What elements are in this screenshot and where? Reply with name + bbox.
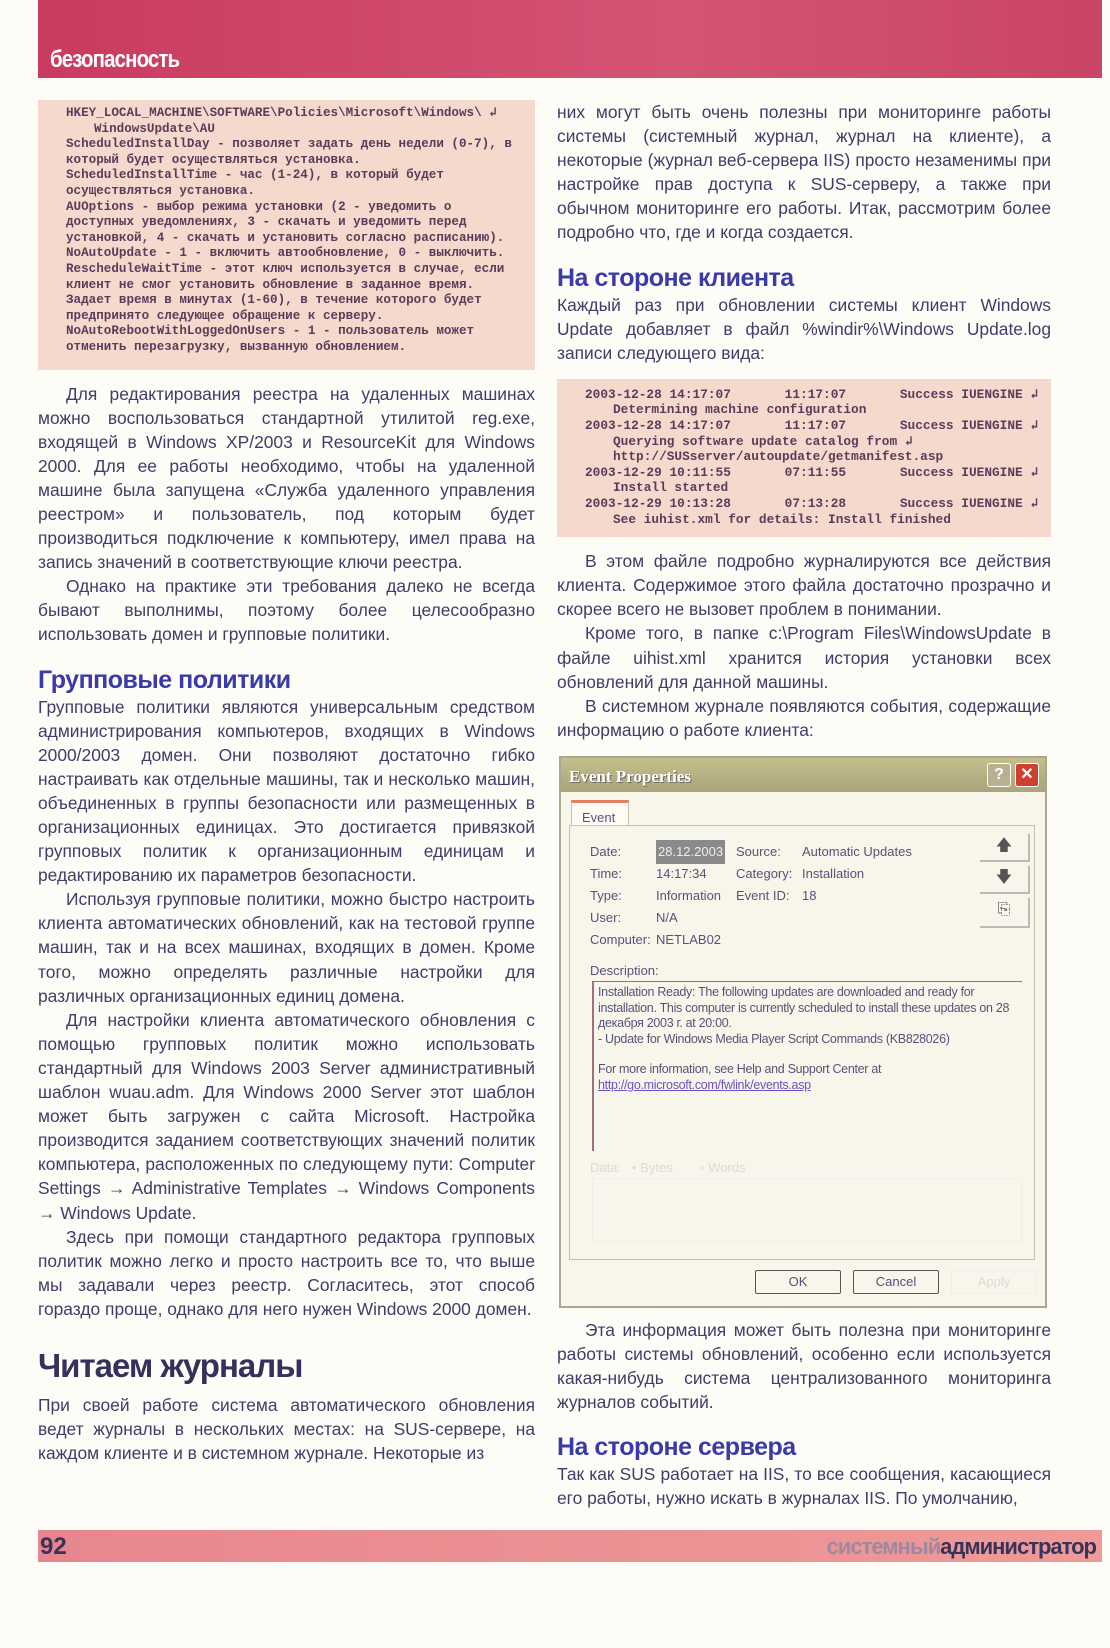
paragraph: Для настройки клиента автоматического обновления с помощью групповых политик можно использовать стандартный для Windows 2003 Server административный шаблон wuau.adm. Для Windows 2000 Server этот шаблон может быть загружен с сайта Microsoft. Настройка производится заданием соответствующих значений политик компьютера, расположенных по следующему пути: Computer Settings → Administrative Templates → Windows Components → Windows Update. (38, 1009, 535, 1223)
arrow-down-icon: 🡇 (995, 868, 1013, 886)
copy-icon: ⎘ (997, 900, 1011, 918)
paragraph: Используя групповые политики, можно быстро настроить клиента автоматических обновлений, как на тестовой группе машин, так и на всех машинах, входящих в домен. Кроме того, можно определять различные настройки для различных организационных единиц домена. (38, 889, 535, 1006)
log-line: 2003-12-29 10:13:28 07:13:28 Success IUENGINE ↲ (585, 496, 1039, 511)
words-label: Words (708, 1159, 746, 1175)
bytes-label: Bytes (640, 1159, 673, 1175)
right-column (557, 100, 1051, 1511)
next-event-button[interactable] (980, 866, 1030, 894)
code-line: HKEY_LOCAL_MACHINE\SOFTWARE\Policies\Microsoft\Windows\ ↲ (66, 106, 497, 120)
copy-button[interactable] (980, 898, 1030, 928)
description-textbox[interactable] (592, 981, 1022, 1151)
heading-group-policies: Групповые политики (38, 665, 291, 694)
log-line: 2003-12-29 10:11:55 07:11:55 Success IUENGINE ↲ (585, 464, 1039, 480)
paragraph: Для редактирования реестра на удаленных машинах можно воспользоваться стандартной утилитой reg.exe, входящей в Windows XP/2003 и ResourceKit для Windows 2000. Для ее работы необходимо, чтобы на удаленной машине была запущена «Служба удаленного управления реестром» и пользователь, под которым будет производиться подключение к компьютеру, имел права на запись значений в соответствующие ключи реестра. (38, 383, 535, 573)
section-title: безопасность (50, 46, 180, 73)
arrow-up-icon: 🡅 (995, 836, 1013, 854)
category-label: Category: (736, 865, 793, 881)
data-label: Data: (590, 1159, 622, 1175)
computer-label: Computer: (590, 931, 651, 947)
event-properties-dialog (559, 756, 1047, 1308)
events-link[interactable]: http://go.microsoft.com/fwlink/events.asp (598, 1077, 811, 1092)
event-id-value: 18 (802, 887, 817, 903)
paragraph: Каждый раз при обновлении системы клиент Windows Update добавляет в файл %windir%\Windows Update.log записи следующего вида: (557, 294, 1051, 363)
source-label: Source: (736, 843, 781, 859)
code-line: ScheduledInstallDay - позволяет задать день недели (0-7), в который будет осуществляться установка. (66, 137, 520, 167)
magazine-logo-bold: администратор (940, 1534, 1096, 1559)
log-line: 2003-12-28 14:17:07 11:17:07 Success IUENGINE ↲ (585, 418, 1039, 434)
bytes-radio[interactable]: • Bytes (632, 1159, 673, 1175)
paragraph: Однако на практике эти требования далеко не всегда бывают выполнимы, поэтому более целесообразно использовать домен и групповые политики. (38, 576, 535, 645)
close-button[interactable]: ✕ (1015, 763, 1039, 787)
previous-event-button[interactable] (980, 834, 1030, 862)
paragraph: Групповые политики являются универсальным средством администрирования компьютеров, входящих в Windows 2000/2003 домен. Они позволяют достаточно гибко настраивать как отдельные машины, так и несколько машин, объединенных в группы безопасности или размещенных в организационных единицах. Это достигается привязкой групповых политик к организационным единицам и редактированию их параметров безопасности. (38, 696, 535, 886)
code-line: NoAutoUpdate - 1 - включить автообновление, 0 - выключить. (66, 246, 505, 261)
log-detail: Querying software update catalog from ↲ (613, 433, 913, 449)
words-radio[interactable]: ◦ Words (700, 1159, 746, 1175)
tab-event[interactable]: Event (571, 800, 629, 826)
category-value: Installation (802, 865, 865, 881)
paragraph: Кроме того, в папке c:\Program Files\WindowsUpdate в файле uihist.xml хранится история установки всех обновлений для данной машины. (557, 623, 1051, 692)
heading-server-side: На стороне сервера (557, 1433, 796, 1462)
type-label: Type: (590, 887, 622, 903)
user-label: User: (590, 909, 622, 925)
code-line: ScheduledInstallTime - час (1-24), в который будет осуществляться установка. (66, 168, 452, 198)
log-detail: http://SUSserver/autoupdate/getmanifest.asp (613, 449, 944, 465)
description-text: Installation Ready: The following updates are downloaded and ready for installation. This computer is currently scheduled to install these updates on 28 декабря 2003 г. at 20:00. (598, 984, 1010, 1031)
computer-value: NETLAB02 (656, 931, 722, 947)
paragraph: При своей работе система автоматического обновления ведет журналы в нескольких местах: на SUS-сервере, на каждом клиенте и в системном журнале. Некоторые из (38, 1394, 535, 1464)
registry-code-box (38, 100, 535, 370)
source-value: Automatic Updates (802, 843, 912, 859)
event-panel (569, 825, 1035, 1260)
date-label: Date: (590, 843, 622, 859)
time-label: Time: (590, 865, 623, 881)
apply-button[interactable]: Apply (951, 1270, 1037, 1294)
paragraph: В этом файле подробно журналируются все действия клиента. Содержимое этого файла достаточно прозрачно и скорее всего не вызовет проблем в понимании. (557, 551, 1051, 620)
log-code-box (557, 379, 1051, 537)
code-line: RescheduleWaitTime - этот ключ используется в случае, если клиент не смог установить обновление в заданное время. Задает время в минутах (1-60), в течение которого будет предпринято следующее обращение к серверу. (66, 261, 512, 323)
magazine-logo-light: системный (826, 1534, 941, 1559)
description-label: Description: (590, 962, 659, 978)
page-number: 92 (40, 1533, 67, 1560)
log-detail: Install started (613, 480, 729, 496)
description-text: For more information, see Help and Support Center at (598, 1062, 882, 1077)
log-detail: See iuhist.xml for details: Install finished (613, 511, 951, 527)
code-line: WindowsUpdate\AU (94, 121, 215, 136)
dialog-title: Event Properties (561, 758, 1045, 792)
log-line: 2003-12-28 14:17:07 11:17:07 Success IUENGINE ↲ (585, 386, 1039, 402)
paragraph: Здесь при помощи стандартного редактора групповых политик можно легко и просто настроить все то, что выше мы задавали через реестр. Согласитесь, этот способ гораздо проще, однако для него нужен Windows 2000 домен. (38, 1226, 535, 1319)
paragraph: Так как SUS работает на IIS, то все сообщения, касающиеся его работы, нужно искать в журналах IIS. По умолчанию, (557, 1464, 1051, 1509)
paragraph: В системном журнале появляются события, содержащие информацию о работе клиента: (557, 695, 1051, 740)
type-value: Information (656, 887, 722, 903)
log-detail: Determining machine configuration (613, 402, 867, 418)
footer-band (38, 1530, 1102, 1562)
event-id-label: Event ID: (736, 887, 790, 903)
data-textbox[interactable] (592, 1178, 1022, 1242)
paragraph: них могут быть очень полезны при мониторинге работы системы (системный журнал, журнал на клиенте), а некоторые (журнал веб-сервера IIS) просто незаменимы при настройке прав доступа к SUS-серверу, а также при обычном мониторинге его работы. Итак, рассмотрим более подробно что, где и когда создается. (557, 102, 1051, 243)
user-value: N/A (656, 909, 678, 925)
code-line: NoAutoRebootWithLoggedOnUsers - 1 - пользователь может отменить перезагрузку, вызванную обновлением. (66, 324, 482, 354)
date-value: 28.12.2003 (656, 840, 725, 864)
paragraph: Эта информация может быть полезна при мониторинге работы системы обновлений, особенно если используется какая-нибудь система централизованного мониторинга журналов событий. (557, 1319, 1051, 1413)
time-value: 14:17:34 (656, 865, 707, 881)
magazine-logo (827, 1534, 1096, 1560)
help-button[interactable]: ? (987, 763, 1011, 787)
heading-client-side: На стороне клиента (557, 263, 794, 292)
description-text: - Update for Windows Media Player Script Commands (KB828026) (598, 1031, 950, 1046)
ok-button[interactable]: OK (755, 1270, 841, 1294)
code-line: AUOptions - выбор режима установки (2 - уведомить о доступных уведомлениях, 3 - скачать и уведомить перед установкой, 4 - скачать и установить согласно расписанию). (66, 199, 505, 245)
left-column (38, 100, 535, 1465)
section-header-band (38, 0, 1102, 78)
cancel-button[interactable]: Cancel (853, 1270, 939, 1294)
heading-reading-logs: Читаем журналы (38, 1346, 303, 1384)
